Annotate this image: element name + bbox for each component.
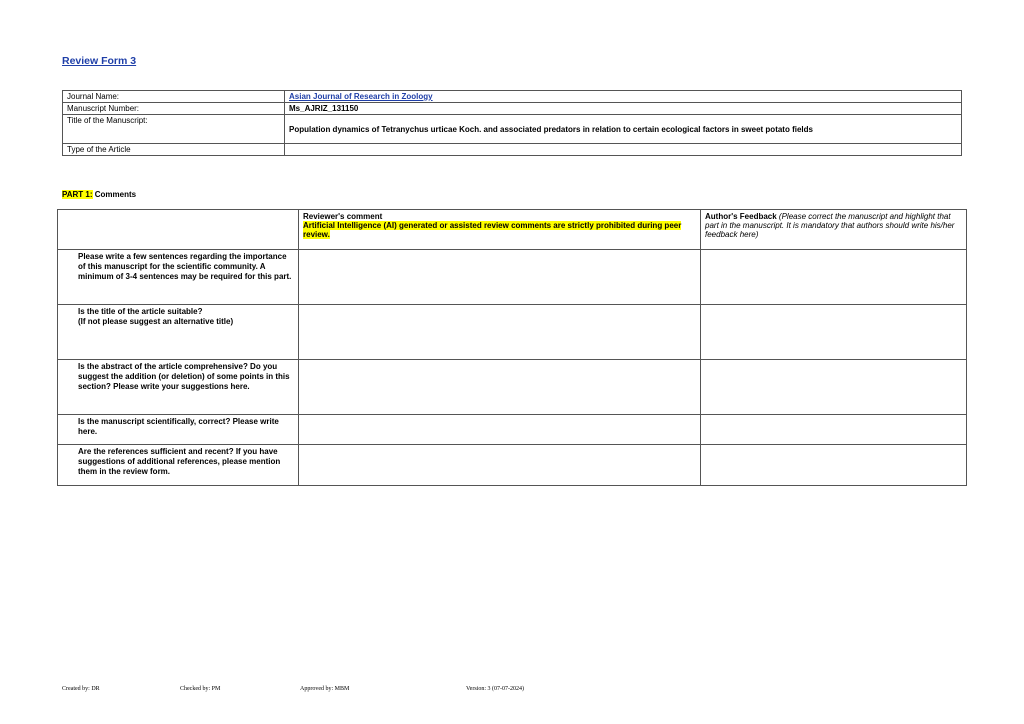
question-text: Please write a few sentences regarding the importance of this manuscript for the scientific community. A minimum of 3-4 sentences may be required for this part. (58, 250, 299, 305)
manuscript-number-label: Manuscript Number: (63, 103, 285, 115)
page-footer (0, 686, 1024, 696)
author-feedback-cell[interactable] (701, 445, 967, 486)
question-row (58, 250, 967, 305)
journal-value (285, 91, 962, 103)
footer-created-by: Created by: DR (62, 686, 100, 692)
author-feedback-title: Author's Feedback (705, 212, 777, 221)
question-text: Is the manuscript scientifically, correct? Please write here. (58, 415, 299, 445)
question-text (58, 305, 299, 360)
author-feedback-cell[interactable] (701, 250, 967, 305)
article-type-label: Type of the Article (63, 144, 285, 156)
question-row (58, 415, 967, 445)
manuscript-number-row (63, 103, 962, 115)
part1-heading (62, 190, 136, 199)
author-feedback-cell[interactable] (701, 415, 967, 445)
part1-title: Comments (92, 190, 137, 199)
question-text: Are the references sufficient and recent? If you have suggestions of additional references, please mention them in the review form. (58, 445, 299, 486)
author-feedback-header (701, 210, 967, 250)
footer-checked-by: Checked by: PM (180, 686, 221, 692)
question-text: Is the abstract of the article comprehensive? Do you suggest the addition (or deletion) of some points in this section? Please write your suggestions here. (58, 360, 299, 415)
reviewer-comment-cell[interactable] (299, 415, 701, 445)
question-row (58, 445, 967, 486)
comments-table (57, 209, 967, 486)
question-row (58, 305, 967, 360)
reviewer-comment-header (299, 210, 701, 250)
author-feedback-cell[interactable] (701, 305, 967, 360)
manuscript-title-row (63, 115, 962, 144)
author-feedback-note: (Please correct the manuscript and highlight that part in the manuscript. It is mandatory that authors should write his/her feedback here) (705, 212, 955, 239)
manuscript-title-label: Title of the Manuscript: (63, 115, 285, 144)
comments-header-row (58, 210, 967, 250)
question-column-header (58, 210, 299, 250)
manuscript-number-value: Ms_AJRIZ_131150 (285, 103, 962, 115)
footer-approved-by: Approved by: MBM (300, 686, 350, 692)
reviewer-comment-title: Reviewer's comment (303, 212, 383, 221)
part1-label: PART 1: (62, 190, 93, 199)
article-type-value (285, 144, 962, 156)
reviewer-comment-cell[interactable] (299, 250, 701, 305)
author-feedback-cell[interactable] (701, 360, 967, 415)
form-title: Review Form 3 (62, 55, 137, 67)
reviewer-comment-cell[interactable] (299, 360, 701, 415)
reviewer-comment-cell[interactable] (299, 445, 701, 486)
footer-version: Version: 3 (07-07-2024) (466, 686, 524, 692)
question-line: Is the title of the article suitable? (If not please suggest an alternative title) (78, 307, 234, 326)
manuscript-info-table (62, 90, 962, 156)
journal-link[interactable]: Asian Journal of Research in Zoology (289, 92, 433, 101)
article-type-row (63, 144, 962, 156)
journal-label: Journal Name: (63, 91, 285, 103)
ai-prohibition-note: Artificial Intelligence (AI) generated or assisted review comments are strictly prohibited during peer review. (303, 221, 682, 239)
question-row (58, 360, 967, 415)
manuscript-title-value: Population dynamics of Tetranychus urticae Koch. and associated predators in relation to certain ecological factors in sweet potato fields (285, 115, 962, 144)
reviewer-comment-cell[interactable] (299, 305, 701, 360)
journal-row (63, 91, 962, 103)
